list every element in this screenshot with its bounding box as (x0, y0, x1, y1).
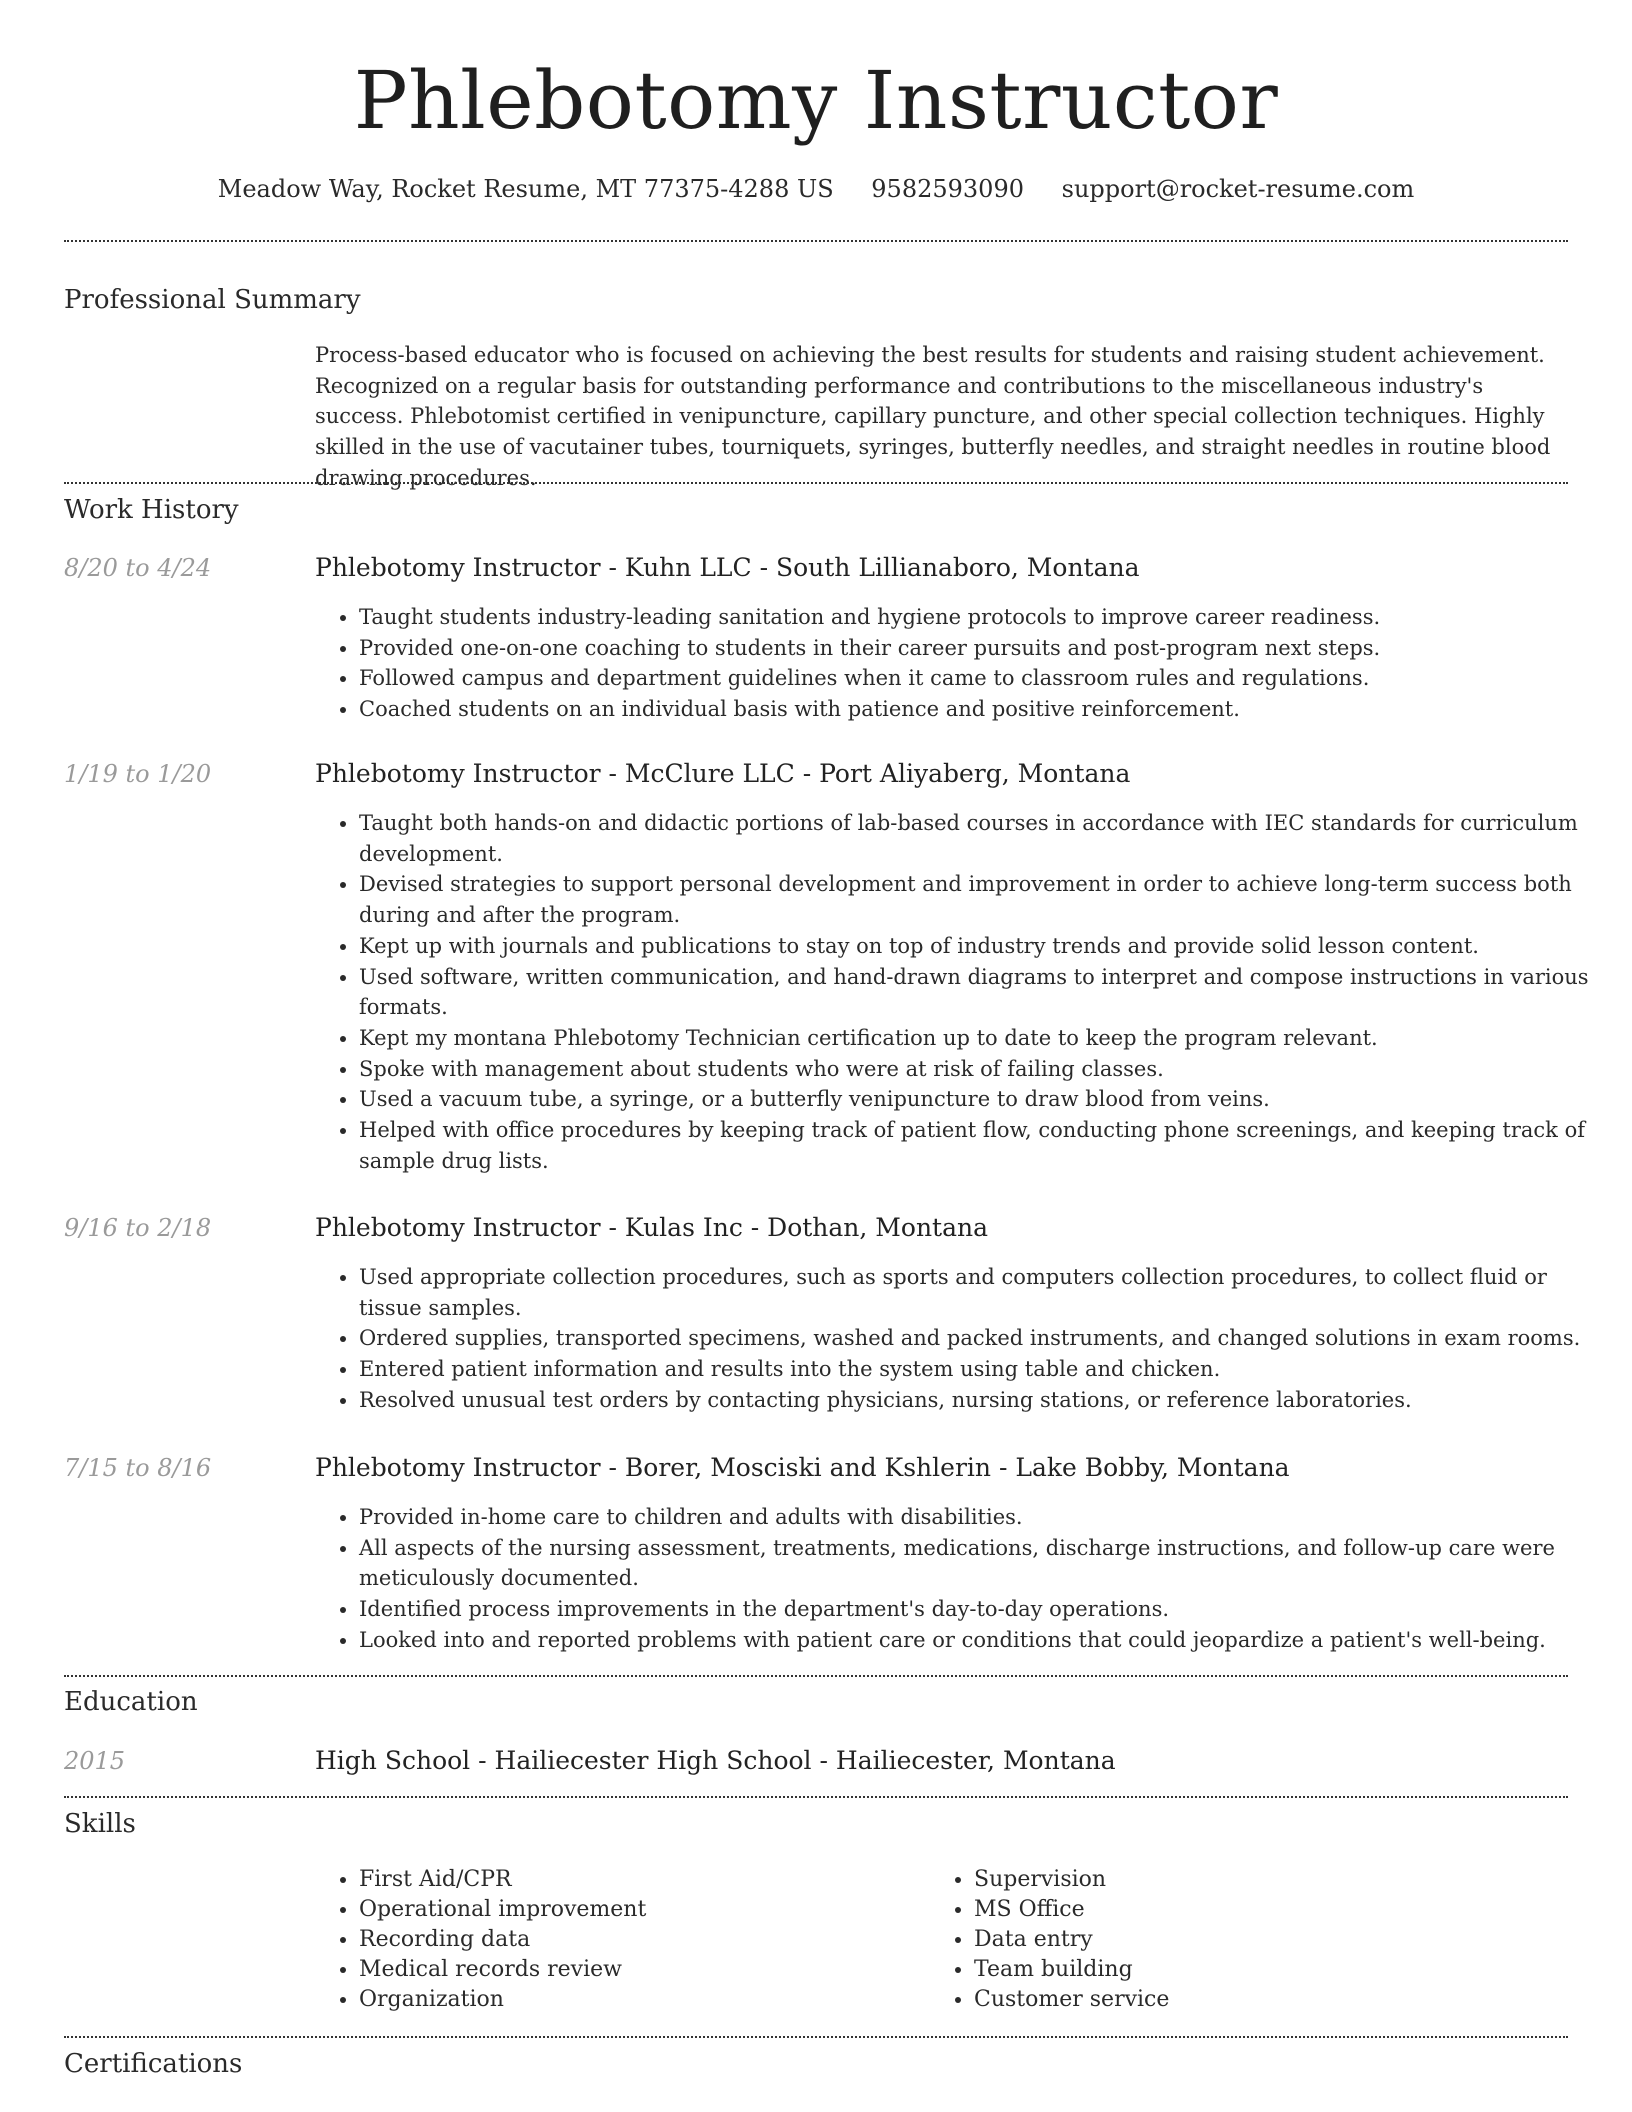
job-title: Phlebotomy Instructor - Kulas Inc - Dothan, Montana (315, 1213, 989, 1242)
section-divider (64, 240, 1568, 242)
job-bullet: • Spoke with management about students who were at risk of failing classes. (359, 1054, 1609, 1085)
job-bullet: • Resolved unusual test orders by contacting physicians, nursing stations, or reference laboratories. (359, 1385, 1609, 1416)
job-bullet: • Helped with office procedures by keeping track of patient flow, conducting phone screenings, and keeping track of sample drug lists. (359, 1115, 1609, 1176)
certifications-heading: Certifications (64, 2049, 243, 2079)
contact-phone: 9582593090 (871, 175, 1024, 203)
job-title: Phlebotomy Instructor - Kuhn LLC - South Lillianaboro, Montana (315, 553, 1140, 582)
skill-item: • Customer service (974, 1985, 1169, 2015)
education-year: 2015 (64, 1747, 126, 1775)
work-history-heading: Work History (64, 495, 239, 525)
job-bullets (315, 1262, 1609, 1416)
skill-item: • Team building (974, 1955, 1169, 1985)
summary-heading: Professional Summary (64, 285, 361, 315)
job-bullet: • Kept my montana Phlebotomy Technician certification up to date to keep the program relevant. (359, 1023, 1609, 1054)
candidate-name: Phlebotomy Instructor (353, 54, 1279, 147)
contact-email: support@rocket-resume.com (1061, 175, 1415, 203)
job-dates: 9/16 to 2/18 (64, 1214, 212, 1242)
section-divider (64, 2036, 1568, 2038)
contact-address: Meadow Way, Rocket Resume, MT 77375-4288 US (217, 175, 834, 203)
skill-item: • Data entry (974, 1925, 1169, 1955)
skill-item: • MS Office (974, 1895, 1169, 1925)
job-bullet: • Used a vacuum tube, a syringe, or a butterfly venipuncture to draw blood from veins. (359, 1084, 1609, 1115)
job-bullet: • Used software, written communication, and hand-drawn diagrams to interpret and compose instructions in various formats. (359, 962, 1609, 1023)
job-bullet: • Devised strategies to support personal development and improvement in order to achieve long-term success both during and after the program. (359, 869, 1609, 930)
job-bullet: • All aspects of the nursing assessment, treatments, medications, discharge instructions, and follow-up care were meticulously documented. (359, 1533, 1609, 1594)
section-divider (64, 1796, 1568, 1798)
job-bullet: • Entered patient information and results into the system using table and chicken. (359, 1354, 1609, 1385)
education-heading: Education (64, 1687, 198, 1717)
summary-text: Process-based educator who is focused on achieving the best results for students and raising student achievement. Recognized on a regular basis for outstanding performance and contributions to the miscellaneous industry's success. Phlebotomist certified in venipuncture, capillary puncture, and other special collection techniques. Highly skilled in the use of vacutainer tubes, tourniquets, syringes, butterfly needles, and straight needles in routine blood drawing procedures. (315, 343, 1551, 490)
skills-list-right (930, 1865, 1169, 2015)
skill-item: • Organization (359, 1985, 646, 2015)
skill-item: • Medical records review (359, 1955, 646, 1985)
job-bullet: • Provided in-home care to children and adults with disabilities. (359, 1502, 1609, 1533)
job-bullets (315, 808, 1609, 1176)
skill-item: • First Aid/CPR (359, 1865, 646, 1895)
skill-item: • Operational improvement (359, 1895, 646, 1925)
job-title: Phlebotomy Instructor - McClure LLC - Port Aliyaberg, Montana (315, 759, 1131, 788)
job-bullet: • Kept up with journals and publications to stay on top of industry trends and provide solid lesson content. (359, 931, 1609, 962)
job-bullet: • Ordered supplies, transported specimens, washed and packed instruments, and changed solutions in exam rooms. (359, 1323, 1609, 1354)
education-entry: High School - Hailiecester High School - Hailiecester, Montana (315, 1746, 1116, 1775)
skills-list-left (315, 1865, 646, 2015)
job-bullets (315, 1502, 1609, 1656)
job-bullet: • Coached students on an individual basis with patience and positive reinforcement. (359, 694, 1609, 725)
job-dates: 1/19 to 1/20 (64, 760, 212, 788)
job-title: Phlebotomy Instructor - Borer, Mosciski and Kshlerin - Lake Bobby, Montana (315, 1453, 1290, 1482)
section-divider (64, 1675, 1568, 1677)
job-bullet: • Taught both hands-on and didactic portions of lab-based courses in accordance with IEC standards for curriculum development. (359, 808, 1609, 869)
contact-line (0, 170, 1632, 208)
job-bullet: • Identified process improvements in the department's day-to-day operations. (359, 1594, 1609, 1625)
job-bullets (315, 602, 1609, 725)
job-bullet: • Followed campus and department guidelines when it came to classroom rules and regulations. (359, 663, 1609, 694)
job-dates: 8/20 to 4/24 (64, 554, 212, 582)
job-bullet: • Provided one-on-one coaching to students in their career pursuits and post-program next steps. (359, 633, 1609, 664)
job-bullet: • Used appropriate collection procedures, such as sports and computers collection procedures, to collect fluid or tissue samples. (359, 1262, 1609, 1323)
skill-item: • Recording data (359, 1925, 646, 1955)
job-bullet: • Taught students industry-leading sanitation and hygiene protocols to improve career readiness. (359, 602, 1609, 633)
job-bullet: • Looked into and reported problems with patient care or conditions that could jeopardize a patient's well-being. (359, 1625, 1609, 1656)
section-divider (64, 482, 1568, 484)
skill-item: • Supervision (974, 1865, 1169, 1895)
job-dates: 7/15 to 8/16 (64, 1454, 212, 1482)
skills-heading: Skills (64, 1809, 136, 1839)
